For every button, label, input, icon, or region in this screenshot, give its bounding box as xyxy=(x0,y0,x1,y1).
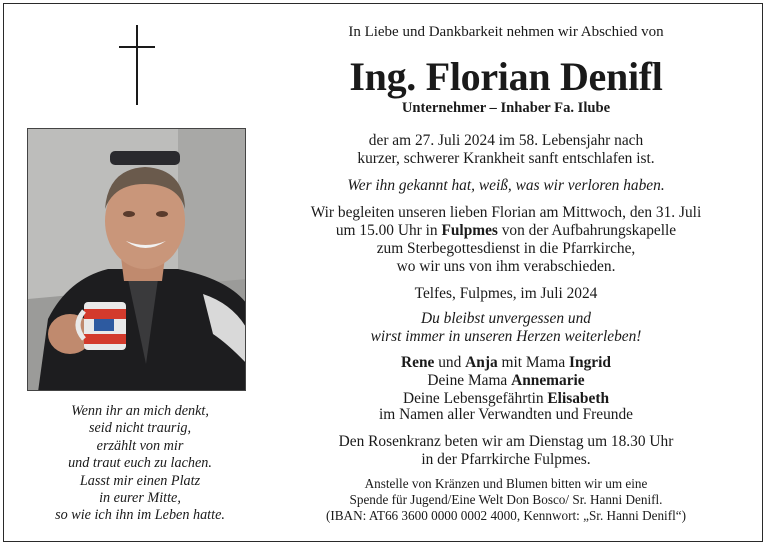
poem-line: und traut euch zu lachen. xyxy=(68,455,212,472)
donation-line: Spende für Jugend/Eine Welt Don Bosco/ Sr. Hanni Denifl. xyxy=(349,492,663,507)
family-name: Rene xyxy=(401,354,435,371)
memory-line: wirst immer in unseren Herzen weiterleben! xyxy=(370,328,642,345)
family-name: Anja xyxy=(465,354,498,371)
poem-line: seid nicht traurig, xyxy=(88,420,192,437)
rosary-line: in der Pfarrkirche Fulpmes. xyxy=(421,451,591,468)
family-text: mit Mama xyxy=(497,354,570,371)
deceased-role: Unternehmer – Inhaber Fa. Ilube xyxy=(401,100,611,116)
poem-line: in eurer Mitte, xyxy=(99,490,181,507)
funeral-text: um 15.00 Uhr in xyxy=(335,222,442,239)
quote-line: Wer ihn gekannt hat, weiß, was wir verloren haben. xyxy=(347,177,665,194)
death-line: der am 27. Juli 2024 im 58. Lebensjahr nach xyxy=(368,132,644,149)
memory-line: Du bleibst unvergessen und xyxy=(421,310,591,327)
portrait-photo xyxy=(27,128,246,391)
cross-icon xyxy=(119,25,155,105)
funeral-place: Fulpmes xyxy=(441,222,498,239)
family-line: im Namen aller Verwandten und Freunde xyxy=(378,406,633,423)
poem-line: Lasst mir einen Platz xyxy=(79,472,201,489)
poem-line: erzählt von mir xyxy=(96,437,184,454)
deceased-name: Ing. Florian Denifl xyxy=(349,54,663,99)
intro-text: In Liebe und Dankbarkeit nehmen wir Abschied von xyxy=(348,24,664,40)
donation-line: (IBAN: AT66 3600 0000 0002 4000, Kennwort: „Sr. Hanni Denifl“) xyxy=(325,508,687,523)
rosary-line: Den Rosenkranz beten wir am Dienstag um 18.30 Uhr xyxy=(338,433,674,450)
funeral-line xyxy=(272,222,740,240)
poem-line: Wenn ihr an mich denkt, xyxy=(71,403,209,419)
funeral-line: Wir begleiten unseren lieben Florian am Mittwoch, den 31. Juli xyxy=(310,204,702,221)
family-name: Annemarie xyxy=(511,372,585,389)
family-name: Ingrid xyxy=(569,354,611,371)
family-name: Elisabeth xyxy=(547,390,609,407)
poem xyxy=(20,403,260,525)
family-text: und xyxy=(434,354,466,371)
family-text: Deine Lebensgefährtin xyxy=(402,390,548,407)
family-text: Deine Mama xyxy=(427,372,512,389)
place-date: Telfes, Fulpmes, im Juli 2024 xyxy=(414,285,598,302)
funeral-line: zum Sterbegottesdienst in die Pfarrkirche, xyxy=(376,240,636,257)
poem-line: so wie ich ihn im Leben hatte. xyxy=(55,507,225,524)
funeral-line: wo wir uns von ihm verabschieden. xyxy=(396,258,616,275)
family-line xyxy=(272,372,740,390)
death-line: kurzer, schwerer Krankheit sanft entschlafen ist. xyxy=(357,150,655,167)
family-line xyxy=(272,354,740,372)
donation-line: Anstelle von Kränzen und Blumen bitten wir um eine xyxy=(364,476,648,491)
funeral-text: von der Aufbahrungskapelle xyxy=(497,222,677,239)
